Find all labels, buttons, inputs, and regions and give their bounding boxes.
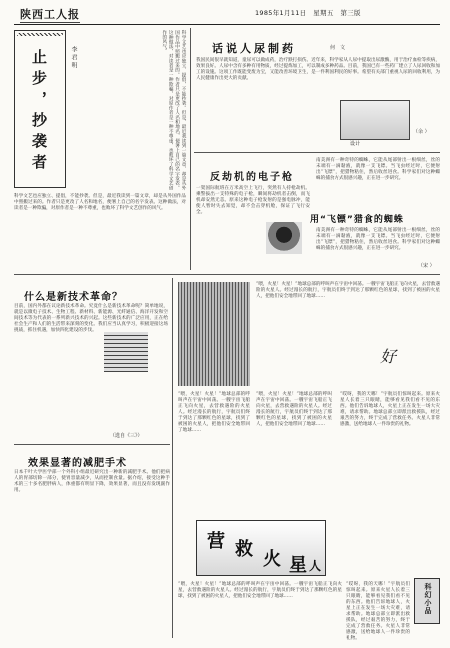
stars-body-bottom: “喂，火星！火星！”地球总部的呼叫声在宇宙中回荡。一艘宇宙飞船正飞向火星，去营救遇险的火星人。经过漫长的航行，宇航员们终于到达了那颗红色的星球，找到了被困的火星人，把他们安全地带回了地球……: [178, 582, 342, 599]
column-title-box: [14, 30, 66, 188]
tech-body: 目前，国内外都在议论新技术革命。究竟什么是新技术革命呢？简单地说，就是以微电子技术、生物工程、新材料、新能源、光纤通信、海洋开发和空间技术等为代表的一系列新兴技术的兴起。这些新技术的广泛应用，正在给社会生产和人们的生活带来深刻的变化。我们应当认真学习，积极迎接这场挑战，抓住机遇，加快四化建设的步伐。: [14, 304, 168, 333]
rebels-title: 反劫机的电子枪: [210, 172, 294, 183]
stars-title-box: [196, 520, 326, 576]
illustration-picture: [340, 100, 410, 140]
side-label-box: [414, 578, 440, 624]
darts-title: 用“飞镖”猎食的蜘蛛: [310, 215, 404, 225]
tech-picture: [104, 332, 148, 372]
masthead: 陕西工人报: [20, 8, 80, 21]
right-body: “哎呀，我的天哪！”宇航员们惊叫起来。原来火星人长着三只眼睛，能够看见我们看不见的东西。他们告诉地球人，火星上正在发生一场大灾难，请求帮助。地球总部立即派出救援队，经过艰苦的努力，终于完成了营救任务。火星人非常感激，送给地球人一件珍贵的礼物。: [340, 392, 440, 427]
section-rule: [194, 152, 440, 153]
column-divider: [190, 28, 191, 270]
effect-body: 日本千叶大学医学部一个外科小组最近研究出一种新的减肥手术。他们把病人的胃部切除一部分，使胃容量减少，从而控制食量。据介绍，接受这种手术的三十多名肥胖病人，体重都有明显下降，效果显著，而且没有发现副作用。: [14, 470, 170, 493]
column-title: 止步，抄袭者: [30, 49, 48, 175]
editorial-title: 话说人尿制药: [212, 42, 296, 55]
stars-char-4: 星: [289, 555, 307, 576]
date-line: 1985年1月11日 星期五 第三版: [255, 9, 361, 17]
middle-illustration: [178, 282, 250, 386]
editorial-author: 何 文: [330, 45, 346, 51]
editorial-end: （余 ）: [413, 129, 430, 135]
side-label: 科幻小品: [424, 583, 432, 615]
stars-char-3: 火: [263, 549, 281, 570]
top-rule: [14, 24, 440, 25]
stars-body-mid: “喂，火星！火星！”地球总部的呼叫声在宇宙中回荡。一艘宇宙飞船正飞向火星，去营救遇险的火星人。经过漫长的航行，宇航员们终于到达了那颗红色的星球，找到了被困的火星人，把他们安全地带回了地球……: [256, 392, 332, 427]
mid-rule: [14, 274, 440, 275]
darts-end: （宋 ）: [418, 263, 435, 269]
stars-char-2: 救: [235, 539, 253, 560]
stars-body-top: “喂，火星！火星！”地球总部的呼叫声在宇宙中回荡。一艘宇宙飞船正飞向火星，去营救遇险的火星人。经过漫长的航行，宇航员们终于到达了那颗红色的星球，找到了被困的火星人，把他们安全地带回了地球……: [256, 282, 440, 299]
effect-title: 效果显著的减肥手术: [28, 458, 127, 469]
tech-title: 什么是新技术革命？: [24, 292, 123, 303]
picture-caption: 设计: [350, 141, 361, 147]
right-body-bottom: “哎呀，我的天哪！”宇航员们惊叫起来。原来火星人长着三只眼睛，能够看见我们看不见的东西。他们告诉地球人，火星上正在发生一场大灾难，请求帮助。地球总部立即派出救援队，经过艰苦的努力，终于完成了营救任务。火星人非常感激，送给地球人一件珍贵的礼物。: [346, 582, 410, 641]
tech-rule: [14, 444, 170, 445]
gun-illustration: [266, 222, 302, 254]
stars-char-5: 人: [309, 559, 322, 573]
left-divider: [172, 278, 173, 638]
column-author: 李君明: [70, 46, 77, 70]
stars-body-left: “喂，火星！火星！”地球总部的呼叫声在宇宙中回荡。一艘宇宙飞船正飞向火星，去营救遇险的火星人。经过漫长的航行，宇航员们终于到达了那颗红色的星球，找到了被困的火星人，把他们安全地带回了地球……: [178, 392, 250, 433]
border-ornament: [17, 33, 63, 36]
art-glyph: 好: [380, 347, 397, 366]
stars-char-1: 营: [207, 531, 225, 552]
rebels-body: 一架国际航班在万米高空上飞行，突然有人持枪劫机。乘警拔出一支特殊的电子枪，瞬间将劫机者击倒，而飞机却安然无恙。原来这种电子枪发射的是强电脉冲，能使人暂时失去知觉，却不会击穿机舱，保证了飞行安全。: [196, 186, 310, 215]
column-body-bottom: 科学文艺也应独立、提倡，不能抄袭。但是，最近我读到一篇文章，却是从外国作品中照搬过来的。作者只是更改了人名和地名，便署上自己的名字发表。这种做法，对读者是一种欺骗，对原作者是一种不尊重，也败坏了科学文艺创作的风气。: [14, 194, 186, 211]
tech-end: （选自《三》）: [110, 433, 143, 439]
darts-body-upper: 南美洲有一种奇特的蜘蛛，它能从尾部射出一根细丝，丝的末端有一滴黏液，就像一支飞镖。当飞虫经过时，它便射出“飞镖”，把猎物粘住，然后收丝进食。科学家们对这种蜘蛛的捕食方式很感兴趣，正在进一步研究。: [316, 158, 440, 181]
column-body: 科学文艺也应独立、提倡，不能抄袭。但是，最近我读到一篇文章，却是从外国作品中照搬过来的。作者只是更改了人名和地名，便署上自己的名字发表。这种做法，对读者是一种欺骗，对原作者是一种不尊重，也败坏了科学文艺创作的风气。: [161, 30, 186, 190]
darts-body: 南美洲有一种奇特的蜘蛛，它能从尾部射出一根细丝，丝的末端有一滴黏液，就像一支飞镖。当飞虫经过时，它便射出“飞镖”，把猎物粘住，然后收丝进食。科学家们对这种蜘蛛的捕食方式很感兴趣，正在进一步研究。: [316, 228, 440, 251]
editorial-body: 我国民间很早就知道，童尿可以做成药，治疗跌打损伤。近年来，科学家从人尿中提取出尿激酶，用于治疗血栓等疾病，效果良好。人尿中含有多种有用物质，经过提炼加工，可以制成多种药品。目前，我国已有一些药厂建立了人尿回收和加工的设施。这项工作既能变废为宝，又能改善环境卫生，是一件利国利民的好事。希望有关部门重视人尿的回收利用，为人民健康作出更大的贡献。: [196, 58, 440, 81]
